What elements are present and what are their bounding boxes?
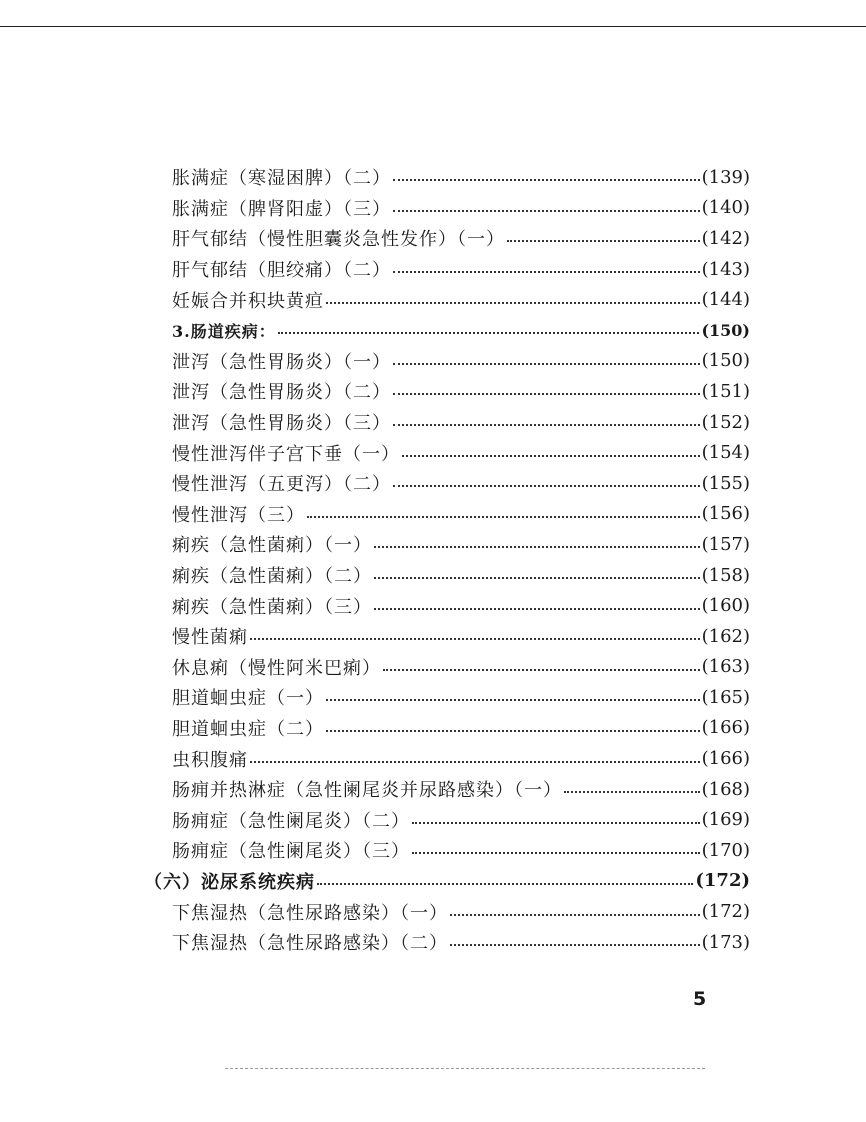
toc-entry-title: 胀满症（寒湿困脾）（二） xyxy=(172,168,391,190)
toc-entry-page: (163) xyxy=(701,656,750,678)
toc-leader-dots xyxy=(393,393,700,395)
toc-entry xyxy=(172,193,750,224)
toc-entry xyxy=(172,835,750,866)
toc-entry-title: 虫积腹痛 xyxy=(172,749,248,771)
toc-entry-title: 肝气郁结（慢性胆囊炎急性发作）（一） xyxy=(172,229,505,251)
toc-leader-dots xyxy=(393,424,700,426)
toc-entry-page: (150) xyxy=(701,350,750,372)
toc-entry-title: （六）泌尿系统疾病 xyxy=(144,871,315,893)
toc-section-heading xyxy=(144,866,750,897)
toc-entry-page: (154) xyxy=(701,442,750,464)
toc-entry-title: 胆道蛔虫症（二） xyxy=(172,718,324,740)
toc-entry-page: (143) xyxy=(701,258,750,280)
toc-leader-dots xyxy=(374,546,700,548)
toc-leader-dots xyxy=(250,638,700,640)
toc-entry-page: (158) xyxy=(701,564,750,586)
scan-artifact-line xyxy=(225,1068,705,1069)
toc-entry xyxy=(172,804,750,835)
toc-subheading xyxy=(172,315,750,346)
toc-entry-title: 肠痈症（急性阑尾炎）（二） xyxy=(172,810,410,832)
toc-leader-dots xyxy=(317,883,693,885)
toc-entry-title: 肠痈并热淋症（急性阑尾炎并尿路感染）（一） xyxy=(172,780,562,802)
toc-entry-title: 肝气郁结（胆绞痛）（二） xyxy=(172,260,391,282)
toc-entry xyxy=(172,927,750,958)
toc-entry-page: (166) xyxy=(701,748,750,770)
toc-entry-page: (166) xyxy=(701,717,750,739)
toc-entry-title: 妊娠合并积块黄疸 xyxy=(172,290,324,312)
toc-entry xyxy=(172,896,750,927)
toc-entry xyxy=(172,560,750,591)
toc-entry-title: 胀满症（脾肾阳虚）（三） xyxy=(172,198,391,220)
toc-leader-dots xyxy=(326,302,700,304)
page-number: 5 xyxy=(693,988,707,1010)
toc-leader-dots xyxy=(278,332,700,334)
toc-entry xyxy=(172,682,750,713)
toc-leader-dots xyxy=(307,516,700,518)
toc-entry-title: 肠痈症（急性阑尾炎）（三） xyxy=(172,841,410,863)
toc-entry-page: (140) xyxy=(701,197,750,219)
toc-entry-title: 休息痢（慢性阿米巴痢） xyxy=(172,657,381,679)
toc-leader-dots xyxy=(374,608,700,610)
toc-entry-title: 慢性泄泻（五更泻）（二） xyxy=(172,474,391,496)
toc-entry xyxy=(172,499,750,530)
toc-entry xyxy=(172,437,750,468)
toc-entry xyxy=(172,713,750,744)
toc-entry-title: 痢疾（急性菌痢）（一） xyxy=(172,535,372,557)
toc-leader-dots xyxy=(393,485,700,487)
toc-leader-dots xyxy=(383,669,700,671)
toc-entry-title: 痢疾（急性菌痢）（三） xyxy=(172,596,372,618)
toc-entry-title: 慢性泄泻（三） xyxy=(172,504,305,526)
toc-leader-dots xyxy=(450,944,700,946)
toc-entry-page: (165) xyxy=(701,686,750,708)
toc-entry-page: (142) xyxy=(701,227,750,249)
toc-entry-page: (170) xyxy=(701,839,750,861)
toc-entry-page: (155) xyxy=(701,472,750,494)
toc-entry-title: 痢疾（急性菌痢）（二） xyxy=(172,566,372,588)
toc-entry-page: (151) xyxy=(701,380,750,402)
toc-leader-dots xyxy=(326,699,700,701)
toc-leader-dots xyxy=(393,179,700,181)
toc-entry xyxy=(172,162,750,193)
toc-entry-title: 3.肠道疾病： xyxy=(172,321,276,341)
toc-entry-page: (157) xyxy=(701,533,750,555)
toc-entry-page: (150) xyxy=(701,320,750,340)
toc-entry-title: 泄泻（急性胃肠炎）（一） xyxy=(172,351,391,373)
toc-leader-dots xyxy=(393,210,700,212)
toc-entry-page: (173) xyxy=(701,931,750,953)
toc-leader-dots xyxy=(564,791,700,793)
toc-entry xyxy=(172,407,750,438)
toc-leader-dots xyxy=(393,271,700,273)
toc-entry-title: 泄泻（急性胃肠炎）（三） xyxy=(172,413,391,435)
toc-leader-dots xyxy=(450,914,700,916)
toc-entry-page: (152) xyxy=(701,411,750,433)
toc-leader-dots xyxy=(393,363,700,365)
toc-entry xyxy=(172,529,750,560)
toc-entry xyxy=(172,652,750,683)
toc-entry-page: (172) xyxy=(701,901,750,923)
toc-entry-page: (160) xyxy=(701,595,750,617)
toc-leader-dots xyxy=(412,852,700,854)
toc-entry xyxy=(172,621,750,652)
toc-entry-title: 下焦湿热（急性尿路感染）（二） xyxy=(172,933,448,955)
toc-entry-title: 泄泻（急性胃肠炎）（二） xyxy=(172,382,391,404)
toc-entry-page: (156) xyxy=(701,503,750,525)
toc-entry xyxy=(172,376,750,407)
toc-entry-page: (162) xyxy=(701,625,750,647)
toc-entry xyxy=(172,284,750,315)
toc-entry xyxy=(172,468,750,499)
toc-leader-dots xyxy=(507,240,700,242)
toc-entry-title: 下焦湿热（急性尿路感染）（一） xyxy=(172,902,448,924)
toc-leader-dots xyxy=(250,761,700,763)
toc-entry-page: (169) xyxy=(701,809,750,831)
toc-leader-dots xyxy=(374,577,700,579)
toc-entry-page: (144) xyxy=(701,289,750,311)
toc-entry xyxy=(172,223,750,254)
toc-entry-page: (172) xyxy=(695,870,750,892)
top-rule xyxy=(0,26,866,27)
toc-entry-title: 胆道蛔虫症（一） xyxy=(172,688,324,710)
toc-leader-dots xyxy=(412,822,700,824)
toc-entry-title: 慢性菌痢 xyxy=(172,627,248,649)
toc-entry xyxy=(172,346,750,377)
toc-leader-dots xyxy=(326,730,700,732)
toc-entry xyxy=(172,590,750,621)
toc-entry xyxy=(172,774,750,805)
toc-entry-page: (168) xyxy=(701,778,750,800)
toc-entry xyxy=(172,254,750,285)
toc-entry-title: 慢性泄泻伴子宫下垂（一） xyxy=(172,443,400,465)
table-of-contents xyxy=(144,162,750,957)
toc-entry-page: (139) xyxy=(701,166,750,188)
toc-leader-dots xyxy=(402,455,700,457)
toc-entry xyxy=(172,743,750,774)
